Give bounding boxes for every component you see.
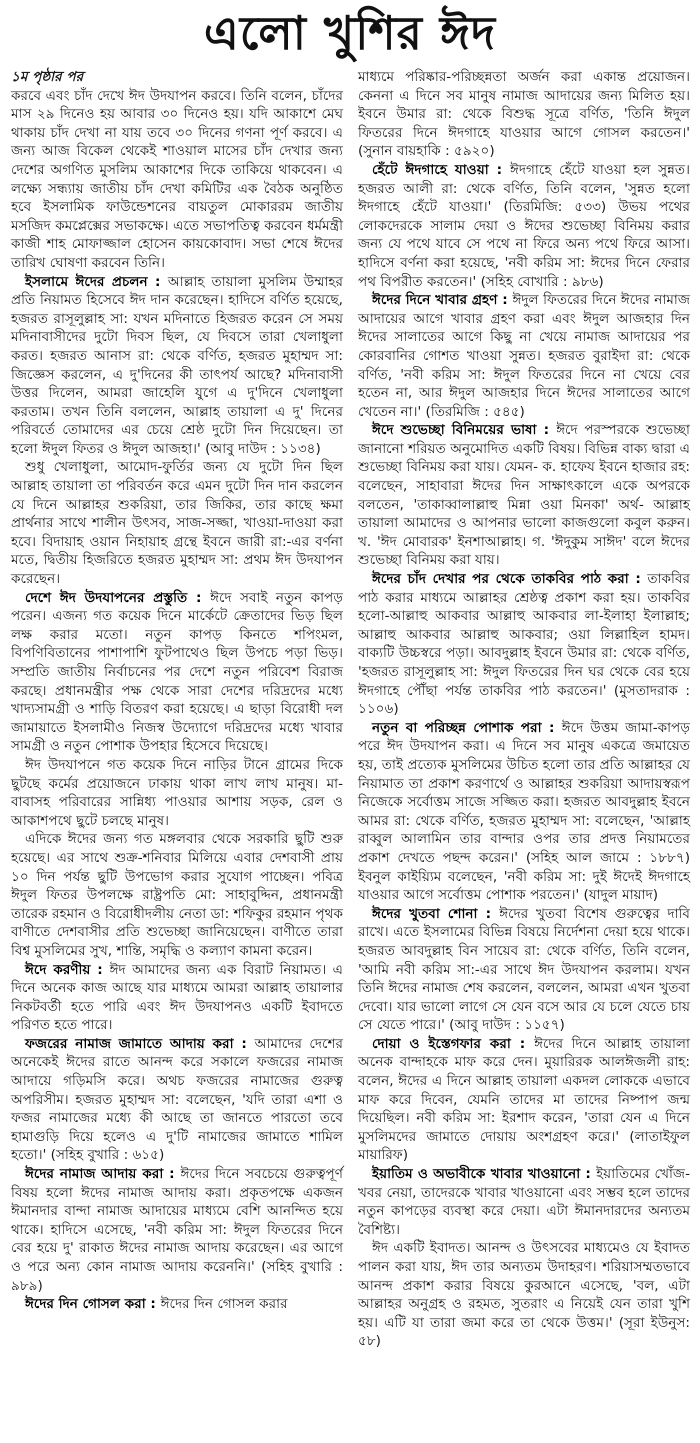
paragraph-text: ঈদের খুতবা বিশেষ গুরুত্বের দাবি রাখে। এতে ইসলামের বিভিন্ন বিষয়ে নির্দেশনা দেয়া হয়ে থাকে। হজরত আবদুল্লাহ বিন সায়েব রা: থেকে বর্ণিত, তিনি বলেন, 'আমি নবী করিম সা:-এর সাথে ঈদ উদযাপন করলাম। যখন তিনি ঈদের নামাজ শেষ করলেন, বললেন, আমরা এখন খুতবা দেবো। যার ভালো লাগে সে যেন বসে আর যে চলে যেতে চায় সে যেতে পারে।' (আবু দাউদ : ১১৫৭) [358, 905, 691, 1034]
section-heading: ইয়াতিম ও অভাবীকে খাবার খাওয়ানো : [372, 1166, 597, 1183]
section-heading: ঈদে শুভেচ্ছা বিনিময়ের ভাষা : [372, 422, 557, 439]
left-paragraphs [11, 87, 343, 1314]
article-paragraph [358, 421, 690, 570]
article-paragraph [358, 1165, 690, 1239]
section-heading: দোয়া ও ইস্তেগফার করা : [372, 1035, 535, 1052]
section-heading: ফজরের নামাজ জামাতে আদায় করা : [25, 1035, 255, 1052]
article-column-right [358, 68, 690, 1351]
article-paragraph [358, 291, 690, 421]
paragraph-text: ঈদে উত্তম জামা-কাপড় পরে ঈদ উদযাপন করা। এ দিনে সব মানুষ একত্রে জমায়েত হয়, তাই প্রত্যেক মুসলিমের উচিত হলো তার প্রতি আল্লাহর যে নিয়ামাত তা প্রকাশ করণার্থে ও আল্লাহর শুকরিয়া আদায়স্বরূপ নিজেকে সর্বোত্তম সাজে সজ্জিত করা। হজরত আবদুল্লাহ ইবনে আমর রা: থেকে বর্ণিত, হজরত মুহাম্মদ সা: বলেছেন, 'আল্লাহ রাব্বুল আলামিন তার বান্দার ওপর তার প্রদত্ত নিয়ামতের প্রকাশ দেখতে পছন্দ করেন।' (সহিহ আল জামে : ১৮৮৭) ইবনুল কাইয়্যিম বলেছেন, 'নবী করিম সা: দুই ঈদেই ঈদগাহে যাওয়ার আগে সর্বোত্তম পোশাক পরতেন।' (যাদুল মায়াদ) [358, 719, 690, 904]
article-paragraph [11, 756, 343, 830]
section-heading: ঈদের দিন গোসল করা : [25, 1296, 161, 1313]
section-heading: ঈদের চাঁদ দেখার পর থেকে তাকবির পাঠ করা : [372, 571, 648, 588]
article-paragraph [11, 1295, 343, 1314]
section-heading: দেশে ঈদ উদযাপনের প্রস্তুতি : [25, 589, 211, 606]
section-heading: ঈদের দিনে খাবার গ্রহণ : [372, 292, 513, 309]
paragraph-text: মাধ্যমে পরিষ্কার-পরিচ্ছন্নতা অর্জন করা একান্ত প্রয়োজন। কেননা এ দিনে সব মানুষ নামাজ আদায়ের জন্য মিলিত হয়। ইবনে উমার রা: থেকে বিশুদ্ধ সূত্রে বর্ণিত, 'তিনি ঈদুল ফিতরের দিনে ঈদগাহে যাওয়ার আগে গোসল করতেন।' (সুনান বায়হাকি : ৫৯২০) [358, 69, 690, 160]
article-paragraph [11, 87, 343, 273]
article-paragraph [11, 589, 343, 756]
article-paragraph [11, 961, 343, 1035]
paragraph-text: তাকবির পাঠ করার মাধ্যমে আল্লাহর শ্রেষ্ঠত্ব প্রকাশ করা হয়। তাকবির হলো-আল্লাহু আকবার আল্লাহু আকবার লা-ইলাহা ইলাল্লাহ; আল্লাহু আকবার আল্লাহু আকবার; ওয়া লিল্লাহিল হামদ। বাক্যটি উচ্চস্বরে পড়া। আবদুল্লাহ ইবনে উমার রা: থেকে বর্ণিত, 'হজরত রাসূলুল্লাহ সা: ঈদুল ফিতরের দিন ঘর থেকে বের হয়ে ঈদগাহে পৌঁছা পর্যন্ত তাকবির পাঠ করতেন।' (মুসতাদরাক : ১১০৬) [358, 571, 690, 718]
article-paragraph [358, 1035, 690, 1165]
section-heading: হেঁটে ঈদগাহে যাওয়া : [372, 161, 510, 178]
section-heading: ঈদের নামাজ আদায় করা : [25, 1166, 181, 1183]
section-heading: ঈদের খুতবা শোনা : [372, 905, 500, 922]
section-heading: নতুন বা পরিচ্ছন্ন পোশাক পরা : [372, 719, 562, 736]
article-paragraph [11, 830, 343, 960]
paragraph-text: ইয়াতিমের খোঁজ-খবর নেয়া, তাদেরকে খাবার খাওয়ানো এবং সম্ভব হলে তাদের নতুন কাপড়ের ব্যবস্থা করে দেয়া। এটা ঈমানদারদের অন্যতম বৈশিষ্ট্য। [358, 1166, 691, 1238]
paragraph-text: ঈদ আমাদের জন্য এক বিরাট নিয়ামত। এ দিনে অনেক কাজ আছে যার মাধ্যমে আমরা আল্লাহ তায়ালার নিকটবর্তী হতে পারি এবং ঈদ উদযাপনও একটি ইবাদতে পরিণত হতে পারে। [11, 961, 344, 1034]
article-column-left [11, 68, 343, 1314]
paragraph-text: ঈদ একটি ইবাদত। আনন্দ ও উৎসবের মাধ্যমেও যে ইবাদত পালন করা যায়, ঈদ তার অন্যতম উদাহরণ। শরিয়াসম্মতভাবে আনন্দ প্রকাশ করার বিষয়ে কুরআনে এসেছে, 'বল, এটা আল্লাহর অনুগ্রহ ও রহমত, সুতরাং এ নিয়েই যেন তারা খুশি হয়। এটি যা তারা জমা করে তা থেকে উত্তম।' (সূরা ইউনুস: ৫৮) [358, 1240, 690, 1350]
paragraph-text: ঈদের দিনে আল্লাহ তায়ালা অনেক বান্দাহকে মাফ করে দেন। মুয়ারিরক আলঈজলী রাহ: বলেন, ঈদের এ দিনে আল্লাহ তায়ালা একদল লোককে এভাবে মাফ করে দিবেন, যেমনি তাদের মা তাদের নিষ্পাপ জন্ম দিয়েছিল। নবী করিম সা: ইরশাদ করেন, 'তারা যেন এ দিনে মুসলিমদের জামাতে দোয়ায় অংশগ্রহণ করে।' (লাতাইফুল মায়ারিফ) [358, 1035, 691, 1164]
article-paragraph [11, 1035, 343, 1165]
paragraph-text: ঈদের দিন গোসল করার [160, 1296, 288, 1313]
article-paragraph [11, 458, 343, 588]
continuation-kicker: ১ম পৃষ্ঠার পর [11, 69, 84, 85]
article-paragraph [358, 1239, 690, 1351]
article-paragraph [358, 719, 690, 905]
paragraph-text: ঈদগাহে হেঁটে যাওয়া হল সুন্নত। হজরত আলী রা: থেকে বর্ণিত, তিনি বলেন, 'সুন্নত হলো ঈদগাহে হেঁটে যাওয়া।' (তিরমিজি: ৫৩৩) উভয় পথের লোকদেরকে সালাম দেয়া ও ঈদের শুভেচ্ছা বিনিময় করার জন্য যে পথে যাবে সে পথে না ফিরে অন্য পথে ফিরে আসা। হাদিসে বর্ণনা করা হয়েছে, 'নবী করিম সা: ঈদের দিনে ফেরার পথ বিপরীত করতেন।' (সহিহ বোখারি : ৯৮৬) [358, 161, 690, 290]
right-paragraphs [358, 68, 690, 1351]
paragraph-text: আল্লাহ তায়ালা মুসলিম উম্মাহর প্রতি নিয়ামত হিসেবে ঈদ দান করেছেন। হাদিসে বর্ণিত হয়েছে, হজরত রাসূলুল্লাহ সা: যখন মদিনাতে হিজরত করেন সে সময় মদিনাবাসীদের দুটো দিবস ছিল, যে দিবসে তারা খেলাধুলা করত। হজরত আনাস রা: থেকে বর্ণিত, হজরত মুহাম্মদ সা: জিজ্ঞেস করলেন, এ দু'দিনের কী তাৎপর্য আছে? মদিনাবাসী উত্তর দিলেন, আমরা জাহেলি যুগে এ দু'দিনে খেলাধুলা করতাম। তখন তিনি বললেন, আল্লাহ তায়ালা এ দু' দিনের পরিবর্তে তোমাদের এর চেয়ে শ্রেষ্ঠ দুটো দিন দিয়েছেন। তা হলো ঈদুল ফিতর ও ঈদুল আজহা।' (আবু দাউদ : ১১৩৪) [11, 273, 343, 457]
paragraph-text: আমাদের দেশের অনেকেই ঈদের রাতে আনন্দ করে সকালে ফজরের নামাজ আদায়ে গড়িমসি করে। অথচ ফজরের নামাজের গুরুত্ব অপরিসীম। হজরত মুহাম্মদ সা: বলেছেন, 'যদি তারা এশা ও ফজর নামাজের মধ্যে কী আছে তা জানতে পারতো তবে হামাগুড়ি দিয়ে হলেও এ দু'টি নামাজের জামাতে শামিল হতো।' (সহিহ বুখারি : ৬১৫) [11, 1035, 344, 1164]
article-paragraph [11, 273, 343, 459]
paragraph-text: ঈদে পরস্পরকে শুভেচ্ছা জানানো শরিয়ত অনুমোদিত একটি বিষয়। বিভিন্ন বাক্য দ্বারা এ শুভেচ্ছা বিনিময় করা যায়। যেমন- ক. হাফেয ইবনে হাজার রহ: বলেছেন, সাহাবারা ঈদের দিন সাক্ষাৎকালে একে অপরকে বলতেন, 'তাকাব্বালাল্লাহু মিন্না ওয়া মিনকা' অর্থ- আল্লাহ তায়ালা আমাদের ও আপনার ভালো কাজগুলো কবুল করুন। খ. 'ঈদ মোবারক' ইনশাআল্লাহ। গ. 'ঈদুকুম সাঈদ' বলে ঈদের শুভেচ্ছা বিনিময় করা যায়। [358, 422, 690, 569]
paragraph-text: করবে এবং চাঁদ দেখে ঈদ উদযাপন করবে। তিনি বলেন, চাঁদের মাস ২৯ দিনেও হয় আবার ৩০ দিনেও হয়। যদি আকাশে মেঘ থাকায় চাঁদ দেখা না যায় তবে ৩০ দিনের গণনা পূর্ণ করবে। এ জন্য আজ বিকেল থেকেই শাওয়াল মাসের চাঁদ দেখার জন্য দেশের অগণিত মুসলিম আকাশের দিকে তাকিয়ে থাকবেন। এ লক্ষ্যে সন্ধ্যায় জাতীয় চাঁদ দেখা কমিটির এক বৈঠক অনুষ্ঠিত হবে ইসলামিক ফাউন্ডেশনের বায়তুল মোকাররম জাতীয় মসজিদ কমপ্লেক্সের সভাকক্ষে। এতে সভাপতিত্ব করবেন ধর্মমন্ত্রী কাজী শাহ মোফাজ্জাল হোসেন কায়কোবাদ। সভা শেষে ঈদের তারিখ ঘোষণা করবেন তিনি। [11, 87, 343, 271]
article-paragraph [11, 1165, 343, 1295]
paragraph-text: ঈদে সবাই নতুন কাপড় পরেন। এজন্য গত কয়েক দিনে মার্কেটে ক্রেতাদের ভিড় ছিল লক্ষ করার মতো। নতুন কাপড় কিনতে শপিংমল, বিপণিবিতানের পাশাপাশি ফুটপাথেও ছিল উপচে পড়া ভিড়। সম্প্রতি জাতীয় নির্বাচনের পর দেশে নতুন পরিবেশ বিরাজ করছে। প্রধানমন্ত্রীর পক্ষ থেকে সারা দেশের দরিদ্রদের মধ্যে খাদ্যসামগ্রী ও শাড়ি বিতরণ করা হয়েছে। এ ছাড়া বিরোধী দল জামায়াতে ইসলামীও নিজস্ব উদ্যোগে দরিদ্রদের মধ্যে খাবার সামগ্রী ও নতুন পোশাক উপহার হিসেবে দিয়েছে। [11, 589, 343, 755]
article-paragraph [358, 905, 690, 1035]
paragraph-text: এদিকে ঈদের জন্য গত মঙ্গলবার থেকে সরকারি ছুটি শুরু হয়েছে। এর সাথে শুক্র-শনিবার মিলিয়ে এবার দেশবাসী প্রায় ১০ দিন পর্যন্ত ছুটি উপভোগ করার সুযোগ পাচ্ছেন। পবিত্র ঈদুল ফিতর উপলক্ষে রাষ্ট্রপতি মো: সাহাবুদ্দিন, প্রধানমন্ত্রী তারেক রহমান ও বিরোধীদলীয় নেতা ডা: শফিকুর রহমান পৃথক বাণীতে দেশবাসীর প্রতি শুভেচ্ছা জানিয়েছেন। বাণীতে তারা বিশ্ব মুসলিমের সুখ, শান্তি, সমৃদ্ধি ও কল্যাণ কামনা করেন। [11, 831, 343, 959]
article-paragraph [358, 161, 690, 291]
paragraph-text: শুধু খেলাধুলা, আমোদ-ফুর্তির জন্য যে দুটো দিন ছিল আল্লাহ তায়ালা তা পরিবর্তন করে এমন দুটো দিন দান করলেন যে দিনে আল্লাহর শুকরিয়া, তার জিকির, তার কাছে ক্ষমা প্রার্থনার সাথে শালীন উৎসব, সাজ-সজ্জা, খাওয়া-দাওয়া করা হবে। বিদায়াহ ওয়ান নিহায়াহ গ্রন্থে ইবনে জারী রা:-এর বর্ণনা মতে, দ্বিতীয় হিজরিতে হজরত মুহাম্মদ সা: প্রথম ঈদ উদযাপন করেছেন। [11, 459, 343, 588]
article-paragraph [358, 68, 690, 161]
paragraph-text: ঈদ উদযাপনে গত কয়েক দিনে নাড়ির টানে গ্রামের দিকে ছুটছে কর্মের প্রয়োজনে ঢাকায় থাকা লাখ লাখ মানুষ। মা-বাবাসহ পরিবারের সান্নিধ্য পাওয়ার আশায় সড়ক, রেল ও আকাশপথে ছুটে চলছে মানুষ। [11, 756, 343, 829]
paragraph-text: ঈদুল ফিতরের দিনে ঈদের নামাজ আদায়ের আগে খাবার গ্রহণ করা এবং ঈদুল আজহার দিন ঈদের সালাতের আগে কিছু না খেয়ে নামাজ আদায়ের পর কোরবানির গোশত খাওয়া সুন্নত। হজরত বুরাইদা রা: থেকে বর্ণিত, 'নবী করিম সা: ঈদুল ফিতরের দিনে না খেয়ে বের হতেন না, আর ঈদুল আজহার দিনে ঈদের সালাতের আগে খেতেন না।' (তিরমিজি : ৫৪৫) [358, 292, 691, 420]
article-paragraph [358, 570, 690, 719]
section-heading: ইসলামে ঈদের প্রচলন : [25, 273, 168, 290]
paragraph-text: ঈদের দিনে সবচেয়ে গুরুত্বপূর্ণ বিষয় হলো ঈদের নামাজ আদায় করা। প্রকৃতপক্ষে একজন ঈমানদার বান্দা নামাজ আদায়ের মাধ্যমে বেশি আনন্দিত হয়ে থাকে। হাদিসে এসেছে, 'নবী করিম সা: ঈদুল ফিতরের দিনে বের হয়ে দু' রাকাত ঈদের নামাজ আদায় করেছেন। এর আগে ও পরে অন্য কোন নামাজ আদায় করেননি।' (সহিহ বুখারি : ৯৮৯) [11, 1166, 343, 1294]
section-heading: ঈদে করণীয় : [25, 961, 110, 978]
article-title: এলো খুশির ঈদ [203, 6, 497, 60]
